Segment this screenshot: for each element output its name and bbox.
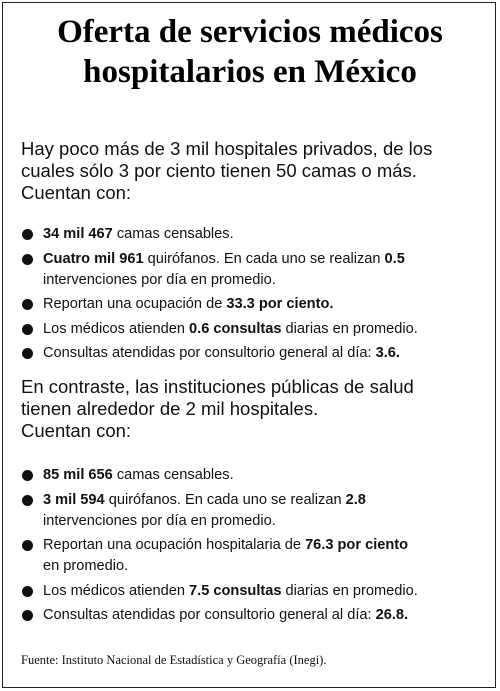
bullet-icon bbox=[22, 348, 33, 359]
bullet-icon bbox=[22, 610, 33, 621]
bullet-icon bbox=[22, 324, 33, 335]
list-item: Consultas atendidas por consultorio general al día: 26.8. bbox=[21, 605, 486, 626]
title-line-1: Oferta de servicios médicos bbox=[57, 14, 443, 50]
public-intro-line-2: tienen alrededor de 2 mil hospitales. bbox=[21, 398, 319, 419]
private-list bbox=[21, 224, 486, 368]
source-note: Fuente: Instituto Nacional de Estadística y Geografía (Inegi). bbox=[21, 653, 327, 667]
bullet-icon bbox=[22, 229, 33, 240]
public-intro bbox=[21, 376, 486, 442]
list-item: Consultas atendidas por consultorio general al día: 3.6. bbox=[21, 343, 486, 364]
bullet-icon bbox=[22, 299, 33, 310]
public-intro-line-1: En contraste, las instituciones públicas de salud bbox=[21, 376, 414, 397]
private-intro-line-2: cuales sólo 3 por ciento tienen 50 camas o más. bbox=[21, 160, 417, 181]
private-intro-line-1: Hay poco más de 3 mil hospitales privados, de los bbox=[21, 138, 433, 159]
list-item: Cuatro mil 961 quirófanos. En cada uno se realizan 0.5 intervenciones por día en promedio. bbox=[21, 249, 486, 291]
list-item: Reportan una ocupación hospitalaria de 76.3 por ciento en promedio. bbox=[21, 535, 486, 577]
bullet-icon bbox=[22, 470, 33, 481]
bullet-icon bbox=[22, 254, 33, 265]
list-item: Los médicos atienden 7.5 consultas diarias en promedio. bbox=[21, 581, 486, 602]
title-line-2: hospitalarios en México bbox=[83, 54, 417, 90]
page-title bbox=[0, 12, 500, 92]
list-item: Reportan una ocupación de 33.3 por ciento. bbox=[21, 294, 486, 315]
public-intro-line-3: Cuentan con: bbox=[21, 420, 132, 441]
list-item: Los médicos atienden 0.6 consultas diarias en promedio. bbox=[21, 319, 486, 340]
private-intro bbox=[21, 138, 486, 204]
list-item: 34 mil 467 camas censables. bbox=[21, 224, 486, 245]
list-item: 85 mil 656 camas censables. bbox=[21, 465, 486, 486]
bullet-icon bbox=[22, 586, 33, 597]
bullet-icon bbox=[22, 495, 33, 506]
list-item: 3 mil 594 quirófanos. En cada uno se realizan 2.8 intervenciones por día en promedio. bbox=[21, 490, 486, 532]
private-intro-line-3: Cuentan con: bbox=[21, 182, 132, 203]
bullet-icon bbox=[22, 540, 33, 551]
public-list bbox=[21, 465, 486, 630]
